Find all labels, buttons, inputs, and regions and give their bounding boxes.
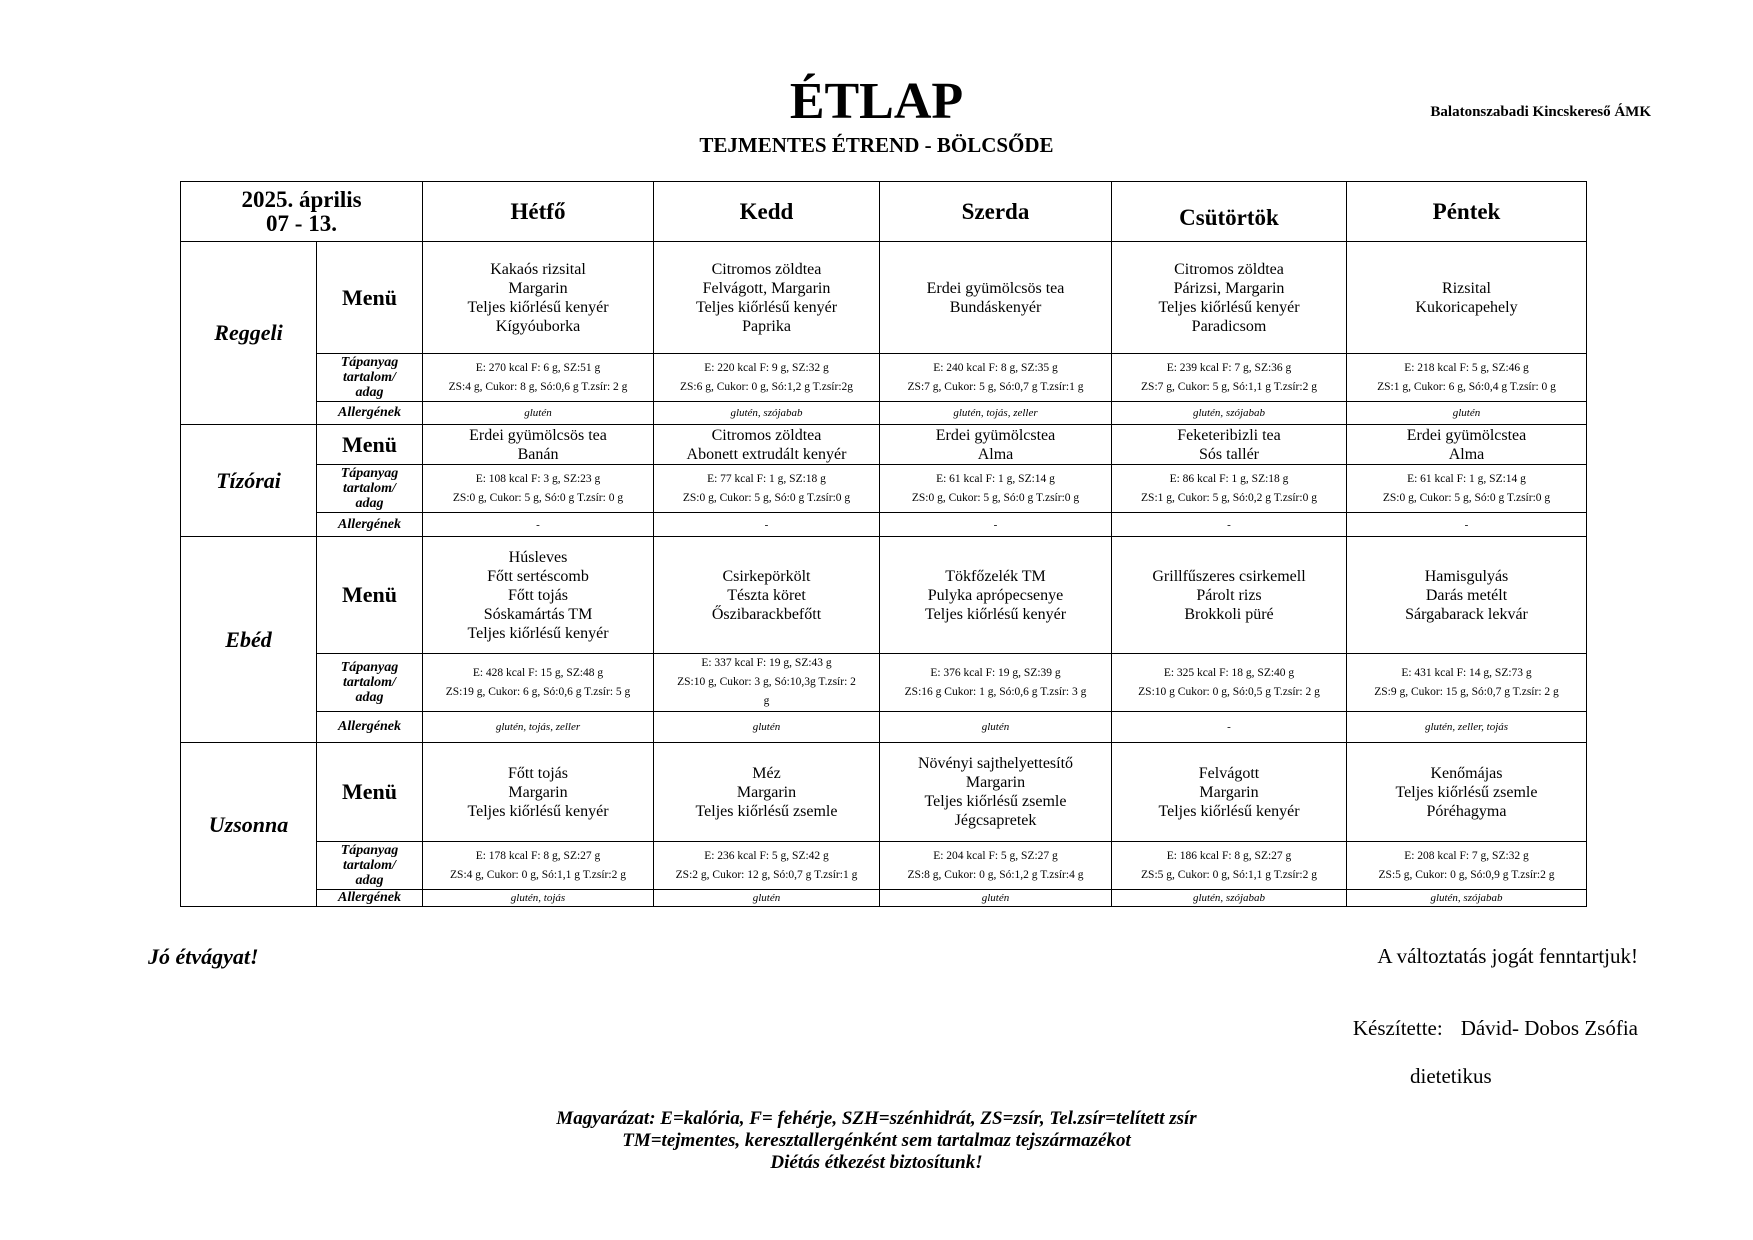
menu-cell [654, 242, 880, 354]
menu-item: Banán [517, 445, 559, 463]
menu-item: Párolt rizs [1196, 586, 1262, 604]
nutrition-label-line: tartalom/ [343, 481, 396, 496]
menu-cell [880, 537, 1112, 654]
menu-item: Tökfőzelék TM [945, 567, 1046, 585]
menu-cell [1347, 425, 1587, 465]
menu-item: Kígyóuborka [495, 317, 581, 335]
nutrition-line: ZS:0 g, Cukor: 5 g, Só:0 g T.zsír: 0 g [452, 491, 624, 504]
menu-item: Darás metélt [1425, 586, 1508, 604]
menu-cell [1347, 242, 1587, 354]
meal-name-cell: Tízórai [181, 425, 317, 537]
nutrition-line: ZS:16 g Cukor: 1 g, Só:0,6 g T.zsír: 3 g [904, 685, 1087, 698]
rights-notice: A változtatás jogát fenntartjuk! [1377, 944, 1638, 968]
menu-item: Teljes kiőrlésű kenyér [467, 624, 609, 642]
allergen-cell: glutén [1347, 402, 1587, 425]
menu-cell [654, 743, 880, 842]
menu-item: Teljes kiőrlésű kenyér [467, 802, 609, 820]
author-label: Készítette: [1352, 1016, 1443, 1040]
menu-cell [423, 425, 654, 465]
meal-allergen-row [181, 513, 1587, 537]
allergen-label-cell: Allergének [317, 402, 423, 425]
meal-menu-row [181, 425, 1587, 465]
nutrition-label-cell [317, 842, 423, 890]
nutrition-line: E: 220 kcal F: 9 g, SZ:32 g [704, 361, 829, 374]
nutrition-label-cell [317, 465, 423, 513]
allergen-cell: glutén [654, 712, 880, 743]
menu-label-cell: Menü [317, 425, 423, 465]
nutrition-line: ZS:0 g, Cukor: 5 g, Só:0 g T.zsír:0 g [911, 491, 1080, 504]
nutrition-line: ZS:0 g, Cukor: 5 g, Só:0 g T.zsír:0 g [682, 491, 851, 504]
menu-cell [1112, 537, 1347, 654]
nutrition-cell [880, 354, 1112, 402]
date-range-cell [181, 182, 423, 242]
nutrition-cell [880, 465, 1112, 513]
menu-label-cell: Menü [317, 242, 423, 354]
nutrition-line: E: 376 kcal F: 19 g, SZ:39 g [930, 666, 1061, 679]
menu-item: Teljes kiőrlésű kenyér [695, 298, 838, 316]
nutrition-line: ZS:5 g, Cukor: 0 g, Só:1,1 g T.zsír:2 g [1141, 868, 1317, 881]
nutrition-cell [423, 654, 654, 712]
legend [0, 1108, 1753, 1174]
nutrition-line: E: 61 kcal F: 1 g, SZ:14 g [936, 472, 1055, 485]
allergen-cell: glutén [880, 712, 1112, 743]
allergen-cell: - [1347, 513, 1587, 537]
meal-menu-row [181, 537, 1587, 654]
menu-item: Teljes kiőrlésű zsemle [1395, 783, 1538, 801]
menu-cell [654, 537, 880, 654]
allergen-label-cell: Allergének [317, 513, 423, 537]
menu-item: Sárgabarack lekvár [1405, 605, 1528, 623]
menu-item: Kukoricapehely [1415, 298, 1518, 316]
nutrition-cell [880, 842, 1112, 890]
nutrition-cell [423, 354, 654, 402]
nutrition-cell [654, 354, 880, 402]
nutrition-label-line: Tápanyag [340, 355, 399, 370]
meal-nutrition-row [181, 654, 1587, 712]
meal-nutrition-row [181, 465, 1587, 513]
day-header: Hétfő [423, 182, 654, 242]
menu-item: Tészta köret [727, 586, 806, 604]
nutrition-line: E: 428 kcal F: 15 g, SZ:48 g [472, 666, 604, 679]
nutrition-line: E: 186 kcal F: 8 g, SZ:27 g [1166, 849, 1292, 862]
nutrition-line: E: 325 kcal F: 18 g, SZ:40 g [1163, 666, 1295, 679]
meal-name-cell: Reggeli [181, 242, 317, 425]
nutrition-line: ZS:19 g, Cukor: 6 g, Só:0,6 g T.zsír: 5 g [445, 685, 631, 698]
nutrition-label-line: Tápanyag [340, 660, 399, 675]
nutrition-line: E: 337 kcal F: 19 g, SZ:43 g [701, 657, 832, 669]
menu-cell [1347, 537, 1587, 654]
nutrition-cell [1112, 842, 1347, 890]
menu-item: Abonett extrudált kenyér [686, 445, 847, 463]
menu-item: Felvágott [1198, 764, 1260, 782]
allergen-cell: glutén, szójabab [1112, 890, 1347, 907]
nutrition-cell [654, 465, 880, 513]
allergen-cell: glutén, szójabab [1112, 402, 1347, 425]
allergen-cell: glutén [423, 402, 654, 425]
nutrition-line: ZS:7 g, Cukor: 5 g, Só:0,7 g T.zsír:1 g [907, 380, 1084, 393]
allergen-label-cell: Allergének [317, 890, 423, 907]
nutrition-label-line: Tápanyag [340, 466, 399, 481]
allergen-cell: glutén, zeller, tojás [1347, 712, 1587, 743]
allergen-cell: glutén, tojás, zeller [880, 402, 1112, 425]
nutrition-line: ZS:9 g, Cukor: 15 g, Só:0,7 g T.zsír: 2 g [1374, 685, 1559, 698]
menu-item: Teljes kiőrlésű kenyér [467, 298, 609, 316]
meal-menu-row [181, 743, 1587, 842]
nutrition-line: ZS:0 g, Cukor: 5 g, Só:0 g T.zsír:0 g [1382, 491, 1551, 504]
menu-item: Teljes kiőrlésű kenyér [924, 605, 1067, 623]
nutrition-line: E: 204 kcal F: 5 g, SZ:27 g [933, 849, 1058, 862]
menu-item: Margarin [736, 783, 797, 801]
bon-appetit-text: Jó étvágyat! [148, 944, 259, 969]
allergen-cell: glutén, szójabab [654, 402, 880, 425]
date-line: 07 - 13. [266, 210, 337, 236]
nutrition-cell [1112, 354, 1347, 402]
meal-nutrition-row [181, 842, 1587, 890]
menu-item: Kakaós rizsital [490, 260, 586, 278]
menu-item: Felvágott, Margarin [702, 279, 831, 297]
nutrition-line: ZS:7 g, Cukor: 5 g, Só:1,1 g T.zsír:2 g [1141, 380, 1317, 393]
nutrition-line: ZS:2 g, Cukor: 12 g, Só:0,7 g T.zsír:1 g [675, 868, 858, 881]
legend-line: TM=tejmentes, keresztallergénként sem tartalmaz tejszármazékot [622, 1130, 1131, 1151]
menu-item: Grillfűszeres csirkemell [1152, 567, 1306, 585]
nutrition-line: E: 61 kcal F: 1 g, SZ:14 g [1407, 472, 1526, 485]
menu-item: Alma [1448, 445, 1485, 463]
nutrition-line: E: 208 kcal F: 7 g, SZ:32 g [1404, 849, 1529, 862]
nutrition-line: E: 270 kcal F: 6 g, SZ:51 g [475, 361, 601, 374]
nutrition-line: ZS:10 g, Cukor: 3 g, Só:10,3g T.zsír: 2 [677, 676, 856, 688]
menu-item: Erdei gyümölcstea [1406, 426, 1527, 444]
institution-name: Balatonszabadi Kincskereső ÁMK [1430, 104, 1651, 120]
author-name: Dávid- Dobos Zsófia [1460, 1016, 1638, 1040]
nutrition-line: E: 431 kcal F: 14 g, SZ:73 g [1401, 666, 1532, 679]
menu-item: Növényi sajthelyettesítő [917, 755, 1074, 772]
nutrition-cell [880, 654, 1112, 712]
allergen-cell: glutén [654, 890, 880, 907]
menu-label-cell: Menü [317, 537, 423, 654]
nutrition-cell [1112, 654, 1347, 712]
meal-nutrition-row [181, 354, 1587, 402]
nutrition-cell [654, 654, 880, 712]
page-title: ÉTLAP [789, 73, 964, 130]
menu-item: Teljes kiőrlésű zsemle [695, 802, 838, 820]
menu-cell [423, 537, 654, 654]
nutrition-label-line: tartalom/ [343, 370, 396, 385]
menu-cell [880, 743, 1112, 842]
menu-item: Sós tallér [1199, 445, 1259, 463]
menu-item: Citromos zöldtea [711, 426, 822, 444]
allergen-cell: - [1112, 712, 1347, 743]
menu-item: Erdei gyümölcsös tea [926, 279, 1065, 297]
menu-item: Teljes kiőrlésű zsemle [924, 793, 1067, 810]
menu-cell [423, 743, 654, 842]
meal-name-cell: Ebéd [181, 537, 317, 743]
nutrition-cell [654, 842, 880, 890]
nutrition-label-line: adag [355, 690, 384, 705]
menu-item: Rizsital [1442, 279, 1491, 297]
allergen-cell: glutén, tojás, zeller [423, 712, 654, 743]
menu-item: Főtt tojás [507, 586, 568, 604]
menu-item: Főtt sertéscomb [487, 567, 589, 585]
nutrition-line: ZS:10 g Cukor: 0 g, Só:0,5 g T.zsír: 2 g [1138, 685, 1320, 698]
meal-menu-row [181, 242, 1587, 354]
allergen-cell: glutén [880, 890, 1112, 907]
nutrition-line: ZS:4 g, Cukor: 8 g, Só:0,6 g T.zsír: 2 g [448, 380, 628, 393]
menu-item: Paprika [742, 317, 791, 335]
menu-item: Sóskamártás TM [483, 605, 593, 623]
menu-item: Teljes kiőrlésű kenyér [1158, 802, 1300, 820]
menu-cell [654, 425, 880, 465]
menu-item: Őszibarackbefőtt [711, 605, 822, 623]
legend-line: Diétás étkezést biztosítunk! [770, 1152, 983, 1173]
menu-cell [423, 242, 654, 354]
menu-item: Erdei gyümölcstea [935, 426, 1056, 444]
nutrition-cell [423, 465, 654, 513]
meal-allergen-row [181, 402, 1587, 425]
day-header: Csütörtök [1112, 182, 1347, 242]
nutrition-label-line: adag [355, 385, 384, 400]
menu-item: Citromos zöldtea [1174, 260, 1284, 278]
page-subtitle: TEJMENTES ÉTREND - BÖLCSŐDE [699, 133, 1054, 157]
meal-allergen-row [181, 712, 1587, 743]
nutrition-line: E: 86 kcal F: 1 g, SZ:18 g [1169, 472, 1289, 485]
menu-item: Jégcsapretek [954, 812, 1037, 829]
allergen-cell: - [423, 513, 654, 537]
nutrition-label-line: adag [355, 873, 384, 888]
menu-item: Bundáskenyér [949, 298, 1042, 316]
meal-name-cell: Uzsonna [181, 743, 317, 907]
menu-item: Brokkoli püré [1184, 605, 1274, 623]
allergen-cell: - [1112, 513, 1347, 537]
meal-allergen-row [181, 890, 1587, 907]
nutrition-line: ZS:1 g, Cukor: 5 g, Só:0,2 g T.zsír:0 g [1141, 491, 1317, 504]
nutrition-line: E: 178 kcal F: 8 g, SZ:27 g [475, 849, 601, 862]
day-header: Szerda [880, 182, 1112, 242]
date-line: 2025. április [241, 186, 362, 212]
menu-cell [1112, 425, 1347, 465]
nutrition-cell [1347, 654, 1587, 712]
nutrition-line: E: 240 kcal F: 8 g, SZ:35 g [933, 361, 1058, 374]
allergen-cell: glutén, tojás [423, 890, 654, 907]
menu-cell [1347, 743, 1587, 842]
allergen-label-cell: Allergének [317, 712, 423, 743]
allergen-cell: - [880, 513, 1112, 537]
nutrition-cell [423, 842, 654, 890]
nutrition-label-line: adag [355, 496, 384, 511]
menu-item: Párizsi, Margarin [1173, 279, 1285, 297]
menu-cell [880, 242, 1112, 354]
author-role: dietetikus [1410, 1064, 1492, 1088]
nutrition-line: ZS:8 g, Cukor: 0 g, Só:1,2 g T.zsír:4 g [907, 868, 1084, 881]
menu-item: Főtt tojás [507, 764, 568, 782]
menu-item: Kenőmájas [1430, 764, 1503, 782]
nutrition-cell [1347, 842, 1587, 890]
menu-cell [1112, 743, 1347, 842]
nutrition-label-line: Tápanyag [340, 843, 399, 858]
nutrition-line: E: 218 kcal F: 5 g, SZ:46 g [1404, 361, 1529, 374]
menu-item: Citromos zöldtea [711, 260, 822, 278]
day-header: Péntek [1347, 182, 1587, 242]
allergen-cell: - [654, 513, 880, 537]
nutrition-line: E: 239 kcal F: 7 g, SZ:36 g [1166, 361, 1292, 374]
legend-line: Magyarázat: E=kalória, F= fehérje, SZH=szénhidrát, ZS=zsír, Tel.zsír=telített zsír [556, 1108, 1197, 1129]
menu-item: Paradicsom [1191, 317, 1267, 335]
menu-cell [1112, 242, 1347, 354]
menu-table [180, 181, 1587, 907]
nutrition-label-cell [317, 654, 423, 712]
nutrition-line: E: 108 kcal F: 3 g, SZ:23 g [475, 472, 601, 485]
menu-item: Alma [977, 445, 1014, 463]
nutrition-label-line: tartalom/ [343, 675, 396, 690]
menu-item: Margarin [508, 783, 568, 801]
menu-item: Margarin [965, 774, 1026, 791]
author-line [1353, 1016, 1638, 1041]
menu-item: Margarin [508, 279, 568, 297]
day-header-row [181, 182, 1587, 242]
nutrition-cell [1347, 465, 1587, 513]
menu-item: Méz [752, 764, 781, 782]
nutrition-line: g [763, 695, 770, 707]
nutrition-cell [1347, 354, 1587, 402]
menu-item: Margarin [1199, 783, 1259, 801]
menu-item: Feketeribizli tea [1177, 426, 1281, 444]
menu-item: Húsleves [508, 548, 568, 566]
nutrition-label-line: tartalom/ [343, 858, 396, 873]
menu-item: Csirkepörkölt [722, 567, 811, 585]
nutrition-line: E: 236 kcal F: 5 g, SZ:42 g [704, 849, 829, 862]
menu-cell [880, 425, 1112, 465]
nutrition-line: ZS:5 g, Cukor: 0 g, Só:0,9 g T.zsír:2 g [1378, 868, 1555, 881]
day-header: Kedd [654, 182, 880, 242]
menu-item: Erdei gyümölcsös tea [469, 426, 607, 444]
menu-item: Póréhagyma [1426, 802, 1507, 820]
menu-item: Pulyka aprópecsenye [927, 586, 1064, 604]
nutrition-line: ZS:6 g, Cukor: 0 g, Só:1,2 g T.zsír:2g [679, 380, 854, 393]
nutrition-label-cell [317, 354, 423, 402]
menu-label-cell: Menü [317, 743, 423, 842]
allergen-cell: glutén, szójabab [1347, 890, 1587, 907]
menu-item: Teljes kiőrlésű kenyér [1158, 298, 1300, 316]
nutrition-line: E: 77 kcal F: 1 g, SZ:18 g [707, 472, 826, 485]
menu-item: Hamisgulyás [1424, 567, 1509, 585]
nutrition-line: ZS:4 g, Cukor: 0 g, Só:1,1 g T.zsír:2 g [450, 868, 626, 881]
nutrition-line: ZS:1 g, Cukor: 6 g, Só:0,4 g T.zsír: 0 g [1377, 380, 1556, 393]
nutrition-cell [1112, 465, 1347, 513]
